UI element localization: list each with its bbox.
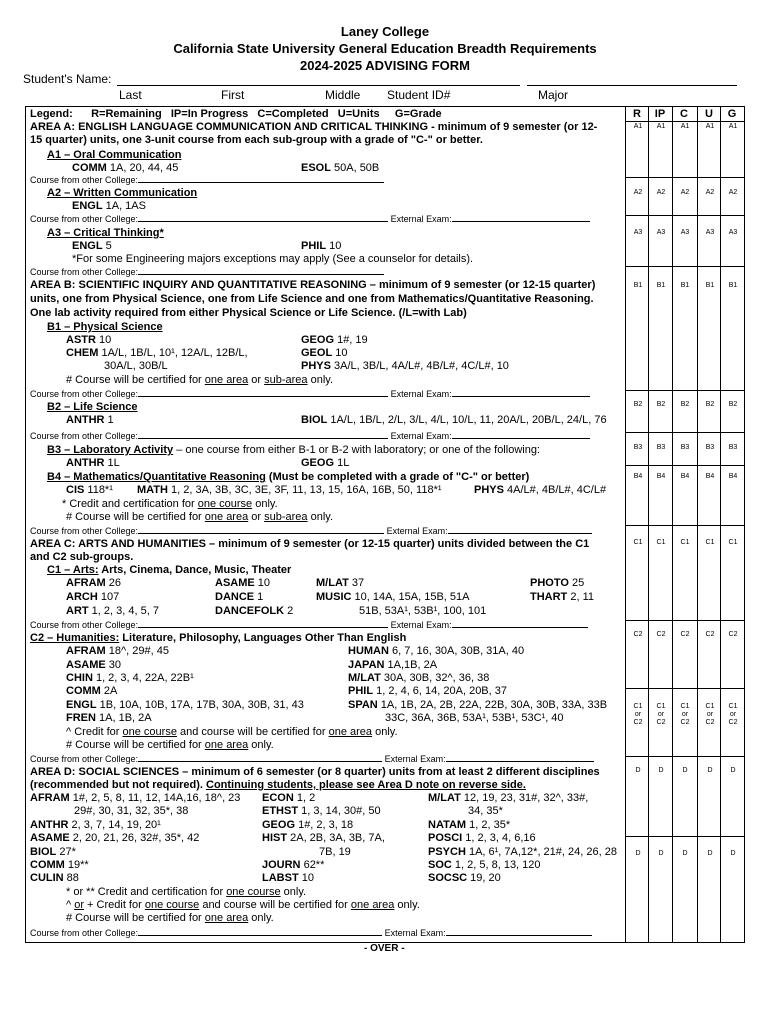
- grade-cell-b2-0[interactable]: B2: [633, 401, 643, 408]
- c2-afram: AFRAM 18^, 29#, 45: [66, 645, 169, 657]
- major-field[interactable]: [527, 85, 737, 86]
- c2-phil: PHIL 1, 2, 4, 6, 14, 20A, 20B, 37: [348, 685, 507, 697]
- last-label: Last: [119, 88, 142, 102]
- grade-cell-c1-or-c2-1[interactable]: [649, 703, 673, 727]
- a2-engl: ENGL 1A, 1AS: [72, 200, 146, 212]
- grade-cell-a3-1[interactable]: A3: [656, 229, 666, 236]
- b1-geog: GEOG 1#, 19: [301, 334, 368, 346]
- grade-cell-a1-2[interactable]: A1: [680, 123, 690, 130]
- b2-biol: BIOL 1A/L, 1B/L, 2/L, 3/L, 4/L, 10/L, 11, 20A/L, 20B/L, 24/L, 76: [301, 414, 607, 426]
- grade-cell-c1-or-c2-3[interactable]: [698, 703, 722, 727]
- grade-cell-b2-1[interactable]: B2: [656, 401, 666, 408]
- d-posci: POSCI 1, 2, 3, 4, 6,16: [428, 832, 536, 844]
- grade-cell-c1-3[interactable]: C1: [705, 539, 715, 546]
- grade-cell-d-3[interactable]: D: [707, 767, 713, 774]
- b4-other-college: Course from other College: External Exam:: [30, 525, 592, 538]
- c1-or-c2-text: C2: [633, 719, 643, 726]
- over-footer: - OVER -: [364, 943, 405, 954]
- c2-note-2: # Course will be certified for one area only.: [66, 739, 274, 751]
- a2-other-college: Course from other College: External Exam:: [30, 213, 590, 226]
- student-id-label: Student ID#: [387, 88, 451, 102]
- grade-cell-b1-0[interactable]: B1: [633, 282, 643, 289]
- grade-cell-c1-1[interactable]: C1: [656, 539, 666, 546]
- legend: Legend: R=Remaining IP=In Progress C=Completed U=Units G=Grade: [30, 108, 442, 120]
- b3-geog: GEOG 1L: [301, 457, 350, 469]
- student-name-field[interactable]: [117, 85, 520, 86]
- grade-cell-c1-0[interactable]: C1: [633, 539, 643, 546]
- c2-span-2: 33C, 36A, 36B, 53A¹, 53B¹, 53C¹, 40: [385, 712, 564, 724]
- grade-cell-b2-3[interactable]: B2: [705, 401, 715, 408]
- grade-cell-b3-2[interactable]: B3: [680, 444, 690, 451]
- form-subtitle: 2024-2025 ADVISING FORM: [299, 58, 471, 73]
- b4-note-2: # Course will be certified for one area or sub-area only.: [66, 511, 334, 523]
- grade-cell-a3-3[interactable]: A3: [705, 229, 715, 236]
- a3-note: *For some Engineering majors exceptions may apply (See a counselor for details).: [72, 253, 474, 265]
- c2-heading: C2 – Humanities: Literature, Philosophy, Languages Other Than English: [30, 632, 407, 644]
- grade-cell-d-2[interactable]: D: [682, 767, 688, 774]
- d-socsc: SOCSC 19, 20: [428, 872, 501, 884]
- grade-cell-b1-3[interactable]: B1: [705, 282, 715, 289]
- d-econ: ECON 1, 2: [262, 792, 316, 804]
- column-r: R: [633, 108, 641, 120]
- c2-fren: FREN 1A, 1B, 2A: [66, 712, 152, 724]
- d-hist: HIST 2A, 2B, 3A, 3B, 7A,: [262, 832, 385, 844]
- c1-dancefolk: DANCEFOLK 2: [215, 605, 294, 617]
- area-b-title: AREA B: SCIENTIFIC INQUIRY AND QUANTITATIVE REASONING – minimum of 9 semester (or 12-15 quarter): [30, 279, 596, 291]
- b1-other-college: Course from other College: External Exam:: [30, 388, 590, 401]
- area-b-title-3: One lab activity required from either Physical Science or Life Science. (/L=with Lab): [30, 307, 467, 319]
- grade-cell-d-2-b[interactable]: D: [682, 850, 688, 857]
- grade-cell-a1-1[interactable]: A1: [656, 123, 666, 130]
- grade-cell-b2-2[interactable]: B2: [680, 401, 690, 408]
- grade-cell-c1-or-c2-4[interactable]: [721, 703, 745, 727]
- c1-or-c2-text: C2: [680, 719, 690, 726]
- grade-cell-c1-or-c2-0[interactable]: [626, 703, 650, 727]
- c1-photo: PHOTO 25: [530, 577, 585, 589]
- grade-cell-b1-4[interactable]: B1: [728, 282, 738, 289]
- grade-cell-b3-0[interactable]: B3: [633, 444, 643, 451]
- c1-or-c2-text: or: [681, 711, 689, 718]
- c1-dance: DANCE 1: [215, 591, 264, 603]
- grade-cell-d-3-b[interactable]: D: [707, 850, 713, 857]
- grade-cell-d-0[interactable]: D: [635, 767, 641, 774]
- b4-heading: B4 – Mathematics/Quantitative Reasoning (Must be completed with a grade of "C-" or better): [47, 471, 530, 483]
- grade-cell-b3-4[interactable]: B3: [728, 444, 738, 451]
- column-u: U: [705, 108, 713, 120]
- b1-geol: GEOL 10: [301, 347, 348, 359]
- grade-cell-a2-3[interactable]: A2: [705, 189, 715, 196]
- a1-heading: A1 – Oral Communication: [47, 149, 182, 161]
- area-d-title: AREA D: SOCIAL SCIENCES – minimum of 6 semester (or 8 quarter) units from at least 2 different disciplines: [30, 766, 600, 778]
- grade-cell-a1-4[interactable]: A1: [728, 123, 738, 130]
- c1-or-c2-text: C2: [728, 719, 738, 726]
- c1-asame: ASAME 10: [215, 577, 271, 589]
- grade-cell-b4-0[interactable]: B4: [633, 473, 643, 480]
- c1-or-c2-text: or: [657, 711, 665, 718]
- c1-thart: THART 2, 11: [530, 591, 594, 603]
- c1-or-c2-text: or: [729, 711, 737, 718]
- b1-heading: B1 – Physical Science: [47, 321, 163, 333]
- grade-cell-d-4[interactable]: D: [730, 767, 736, 774]
- grade-cell-a2-0[interactable]: A2: [633, 189, 643, 196]
- b2-anthr: ANTHR 1: [66, 414, 114, 426]
- d-afram-2: 29#, 30, 31, 32, 35*, 38: [74, 805, 189, 817]
- c1-or-c2-text: C1: [633, 703, 643, 710]
- grade-cell-b3-1[interactable]: B3: [656, 444, 666, 451]
- d-culin: CULIN 88: [30, 872, 79, 884]
- b1-note: # Course will be certified for one area or sub-area only.: [66, 374, 334, 386]
- grade-cell-c1-4[interactable]: C1: [728, 539, 738, 546]
- major-label: Major: [538, 88, 569, 102]
- c1-or-c2-text: C2: [656, 719, 666, 726]
- grade-cell-c2-4[interactable]: C2: [728, 631, 738, 638]
- d-afram: AFRAM 1#, 2, 5, 8, 11, 12, 14A,16, 18^, 23: [30, 792, 241, 804]
- d-note-1: * or ** Credit and certification for one course only.: [66, 886, 307, 898]
- c1-art: ART 1, 2, 3, 4, 5, 7: [66, 605, 159, 617]
- a3-engl: ENGL 5: [72, 240, 112, 252]
- b4-math: MATH 1, 2, 3A, 3B, 3C, 3E, 3F, 11, 13, 15, 16A, 16B, 50, 118*¹: [137, 484, 442, 496]
- d-psych: PSYCH 1A, 6¹, 7A,12*, 21#, 24, 26, 28: [428, 846, 617, 858]
- c2-mlat: M/LAT 30A, 30B, 32^, 36, 38: [348, 672, 490, 684]
- college-name: Laney College: [340, 24, 430, 39]
- c1-or-c2-text: or: [706, 711, 714, 718]
- c1-or-c2-text: C1: [705, 703, 715, 710]
- grade-cell-b4-4[interactable]: B4: [728, 473, 738, 480]
- d-note-2: ^ or + Credit for one course and course will be certified for one area only.: [66, 899, 420, 911]
- grade-cell-d-0-b[interactable]: D: [635, 850, 641, 857]
- a3-phil: PHIL 10: [301, 240, 342, 252]
- grade-cell-b1-1[interactable]: B1: [656, 282, 666, 289]
- first-label: First: [221, 88, 245, 102]
- grade-cell-b4-1[interactable]: B4: [656, 473, 666, 480]
- grade-cell-c2-1[interactable]: C2: [656, 631, 666, 638]
- c1-music-2: 51B, 53A¹, 53B¹, 100, 101: [359, 605, 487, 617]
- c1-afram: AFRAM 26: [66, 577, 122, 589]
- b2-heading: B2 – Life Science: [47, 401, 138, 413]
- grade-cell-c2-2[interactable]: C2: [680, 631, 690, 638]
- column-c: C: [680, 108, 688, 120]
- d-note-3: # Course will be certified for one area only.: [66, 912, 274, 924]
- grade-cell-b4-2[interactable]: B4: [680, 473, 690, 480]
- d-natam: NATAM 1, 2, 35*: [428, 819, 511, 831]
- d-other-college: Course from other College: External Exam:: [30, 927, 592, 940]
- d-anthr: ANTHR 2, 3, 7, 14, 19, 20¹: [30, 819, 161, 831]
- area-a-title-2: 15 quarter) units, one 3-unit course from each sub-group with a grade of "C-" or better.: [30, 134, 483, 146]
- b1-chem-2: 30A/L, 30B/L: [104, 360, 168, 372]
- column-ip: IP: [654, 108, 666, 120]
- d-geog: GEOG 1#, 2, 3, 18: [262, 819, 354, 831]
- d-hist-2: 7B, 19: [319, 846, 351, 858]
- c1-or-c2-text: C1: [656, 703, 666, 710]
- d-journ: JOURN 62**: [262, 859, 325, 871]
- c2-other-college: Course from other College: External Exam:: [30, 753, 594, 766]
- b4-phys: PHYS 4A/L#, 4B/L#, 4C/L#: [474, 484, 607, 496]
- c2-human: HUMAN 6, 7, 16, 30A, 30B, 31A, 40: [348, 645, 525, 657]
- b3-anthr: ANTHR 1L: [66, 457, 120, 469]
- student-name-label: Student's Name:: [23, 72, 112, 86]
- area-d-title-2: (recommended but not required). Continuing students, please see Area D note on reverse side.: [30, 779, 526, 791]
- c1-heading: C1 – Arts: Arts, Cinema, Dance, Music, Theater: [47, 564, 292, 576]
- d-ethst: ETHST 1, 3, 14, 30#, 50: [262, 805, 381, 817]
- d-asame: ASAME 2, 20, 21, 26, 32#, 35*, 42: [30, 832, 200, 844]
- b1-chem: CHEM 1A/L, 1B/L, 10¹, 12A/L, 12B/L,: [66, 347, 248, 359]
- grade-cell-b1-2[interactable]: B1: [680, 282, 690, 289]
- c1-arch: ARCH 107: [66, 591, 120, 603]
- c1-or-c2-text: C1: [680, 703, 690, 710]
- c1-or-c2-text: C1: [728, 703, 738, 710]
- c2-asame: ASAME 30: [66, 659, 122, 671]
- b2-other-college: Course from other College: External Exam:: [30, 430, 590, 443]
- b4-note-1: * Credit and certification for one course only.: [62, 498, 278, 510]
- grade-cell-a2-2[interactable]: A2: [680, 189, 690, 196]
- c1-mlat: M/LAT 37: [316, 577, 365, 589]
- c2-note-1: ^ Credit for one course and course will be certified for one area only.: [66, 726, 398, 738]
- grade-cell-a3-0[interactable]: A3: [633, 229, 643, 236]
- b4-cis: CIS 118*¹: [66, 484, 113, 496]
- d-mlat: M/LAT 12, 19, 23, 31#, 32^, 33#,: [428, 792, 589, 804]
- b3-heading: B3 – Laboratory Activity – one course from either B-1 or B-2 with laboratory; or one of the following:: [47, 444, 540, 456]
- form-title: California State University General Education Breadth Requirements: [173, 41, 597, 56]
- c2-engl: ENGL 1B, 10A, 10B, 17A, 17B, 30A, 30B, 31, 43: [66, 699, 304, 711]
- grade-cell-c2-0[interactable]: C2: [633, 631, 643, 638]
- grade-cell-a1-3[interactable]: A1: [705, 123, 715, 130]
- grade-cell-c1-2[interactable]: C1: [680, 539, 690, 546]
- grade-cell-c1-or-c2-2[interactable]: [673, 703, 697, 727]
- d-mlat-2: 34, 35*: [468, 805, 503, 817]
- grade-cell-a3-4[interactable]: A3: [728, 229, 738, 236]
- b1-astr: ASTR 10: [66, 334, 112, 346]
- grade-cell-b3-3[interactable]: B3: [705, 444, 715, 451]
- d-labst: LABST 10: [262, 872, 314, 884]
- a3-heading: A3 – Critical Thinking*: [47, 227, 164, 239]
- c1-other-college: Course from other College: External Exam:: [30, 619, 588, 632]
- grade-cell-b2-4[interactable]: B2: [728, 401, 738, 408]
- a1-other-college: Course from other College:: [30, 174, 384, 187]
- a1-comm: COMM 1A, 20, 44, 45: [72, 162, 179, 174]
- grade-cell-a3-2[interactable]: A3: [680, 229, 690, 236]
- d-comm: COMM 19**: [30, 859, 89, 871]
- c2-chin: CHIN 1, 2, 3, 4, 22A, 22B¹: [66, 672, 194, 684]
- middle-label: Middle: [325, 88, 361, 102]
- area-c-title-2: and C2 sub-groups.: [30, 551, 134, 563]
- grade-cell-d-4-b[interactable]: D: [730, 850, 736, 857]
- c1-music: MUSIC 10, 14A, 15A, 15B, 51A: [316, 591, 470, 603]
- a2-heading: A2 – Written Communication: [47, 187, 198, 199]
- grade-cell-a1-0[interactable]: A1: [633, 123, 643, 130]
- column-g: G: [727, 108, 737, 120]
- grade-cell-a2-1[interactable]: A2: [656, 189, 666, 196]
- c1-or-c2-text: or: [634, 711, 642, 718]
- area-b-title-2: units, one from Physical Science, one from Life Science and one from Mathematics/Quantitative Reasoning.: [30, 293, 594, 305]
- grade-cell-a2-4[interactable]: A2: [728, 189, 738, 196]
- grade-cell-c2-3[interactable]: C2: [705, 631, 715, 638]
- c2-japan: JAPAN 1A,1B, 2A: [348, 659, 438, 671]
- grade-cell-b4-3[interactable]: B4: [705, 473, 715, 480]
- d-biol: BIOL 27*: [30, 846, 76, 858]
- c2-comm: COMM 2A: [66, 685, 118, 697]
- b1-phys: PHYS 3A/L, 3B/L, 4A/L#, 4B/L#, 4C/L#, 10: [301, 360, 509, 372]
- d-soc: SOC 1, 2, 5, 8, 13, 120: [428, 859, 541, 871]
- c2-span: SPAN 1A, 1B, 2A, 2B, 22A, 22B, 30A, 30B, 33A, 33B: [348, 699, 608, 711]
- a3-other-college: Course from other College:: [30, 266, 384, 279]
- a1-esol: ESOL 50A, 50B: [301, 162, 380, 174]
- area-c-title: AREA C: ARTS AND HUMANITIES – minimum of 9 semester (or 12-15 quarter) units divided between the C1: [30, 538, 590, 550]
- area-a-title: AREA A: ENGLISH LANGUAGE COMMUNICATION AND CRITICAL THINKING - minimum of 9 semester (or 12-: [30, 121, 598, 133]
- c1-or-c2-text: C2: [705, 719, 715, 726]
- grade-cell-d-1[interactable]: D: [658, 767, 664, 774]
- grade-cell-d-1-b[interactable]: D: [658, 850, 664, 857]
